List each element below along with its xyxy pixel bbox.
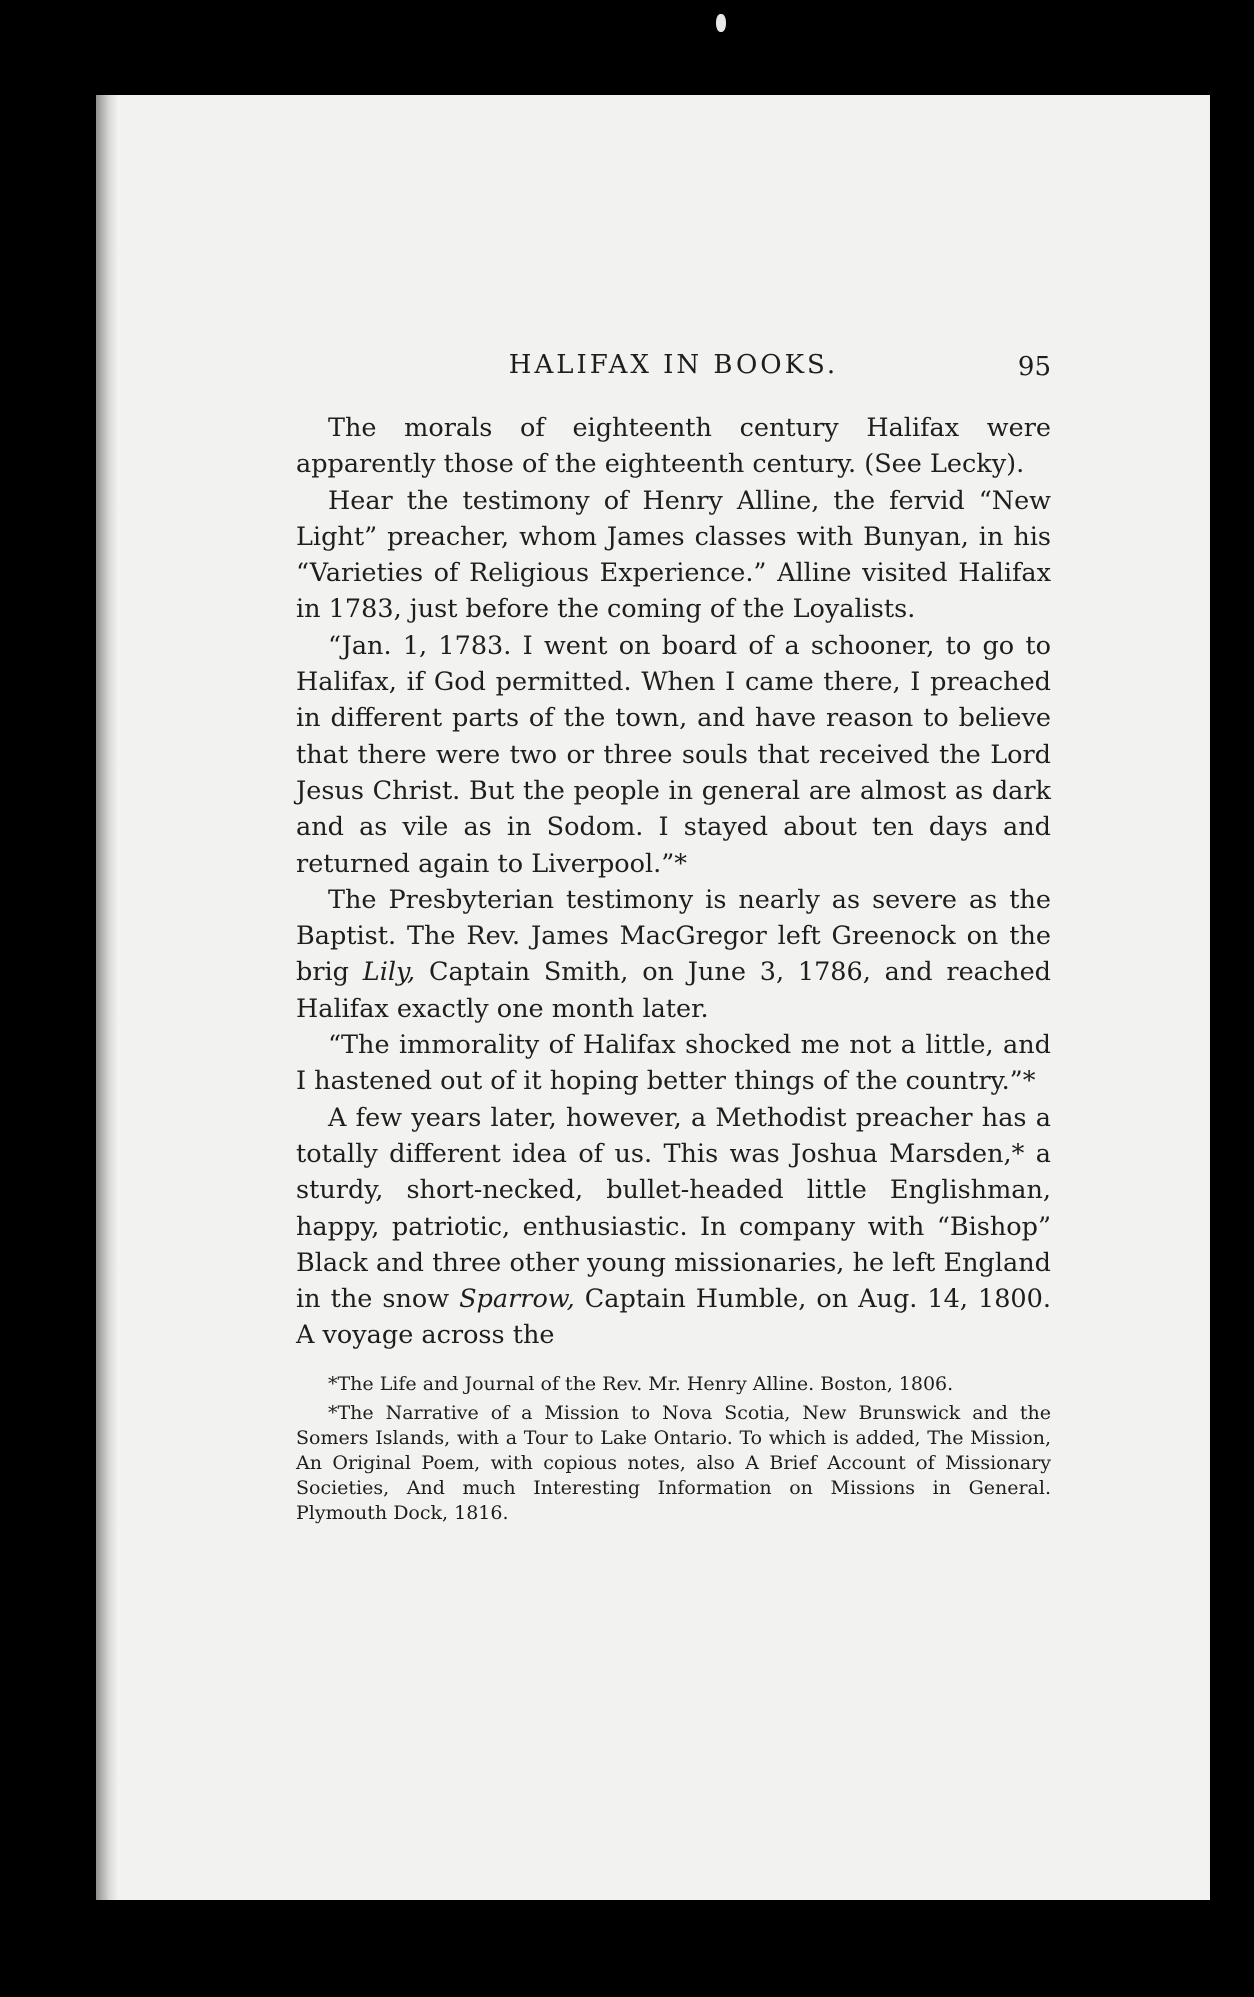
running-title: HALIFAX IN BOOKS. — [508, 350, 839, 380]
footnote-marsden: *The Narrative of a Mission to Nova Scotia, New Brunswick and the Somers Islands, with a Tour to Lake Ontario. To which is added, The Mission, An Original Poem, with copious notes, also A Brief Account of Missionary Societies, And much Interesting Information on Missions in General. Plymouth Dock, 1816. — [296, 1401, 1051, 1524]
running-head — [296, 350, 1051, 410]
page-number: 95 — [1017, 352, 1051, 382]
paragraph-presbyterian-tail: Captain Smith, on June 3, 1786, and reached Halifax exactly one month later. — [296, 957, 1051, 1024]
ship-name-sparrow: Sparrow, — [459, 1284, 575, 1315]
page-content — [296, 350, 1051, 1526]
book-page — [96, 95, 1210, 1900]
body-text — [296, 410, 1051, 1354]
paragraph-methodist — [296, 1100, 1051, 1354]
footnote-alline: *The Life and Journal of the Rev. Mr. Henry Alline. Boston, 1806. — [328, 1372, 954, 1395]
paragraph-presbyterian-text: The Presbyterian testimony is nearly as severe as the Baptist. The Rev. James MacGregor left Greenock on the brig — [296, 884, 1051, 988]
paragraph-methodist-text: A few years later, however, a Methodist preacher has a totally different idea of us. This was Joshua Marsden,* a sturdy, short-necked, bullet-headed little Englishman, happy, patriotic, enthusiastic. In company with “Bishop” Black and three other young missionaries, he left England in the snow — [296, 1102, 1051, 1315]
paragraph-macgregor-quote: “The immorality of Halifax shocked me not a little, and I hastened out of it hoping better things of the country.”* — [296, 1030, 1051, 1097]
scan-speck — [716, 14, 726, 32]
page-binding-edge — [96, 95, 118, 1900]
paragraph-morals: The morals of eighteenth century Halifax were apparently those of the eighteenth century. (See Lecky). — [296, 413, 1051, 480]
paragraph-methodist-tail: Captain Humble, on Aug. 14, 1800. A voyage across the — [296, 1284, 1051, 1351]
paragraph-presbyterian — [296, 882, 1051, 1027]
paragraph-alline-testimony: Hear the testimony of Henry Alline, the fervid “New Light” preacher, whom James classes with Bunyan, in his “Varieties of Religious Experience.” Alline visited Halifax in 1783, just before the coming of the Loyalists. — [296, 485, 1051, 625]
footnotes — [296, 1372, 1051, 1526]
ship-name-lily: Lily, — [362, 957, 416, 988]
paragraph-alline-quote: “Jan. 1, 1783. I went on board of a schooner, to go to Halifax, if God permitted. When I came there, I preached in different parts of the town, and have reason to believe that there were two or three souls that received the Lord Jesus Christ. But the people in general are almost as dark and as vile as in Sodom. I stayed about ten days and returned again to Liverpool.”* — [296, 630, 1051, 879]
